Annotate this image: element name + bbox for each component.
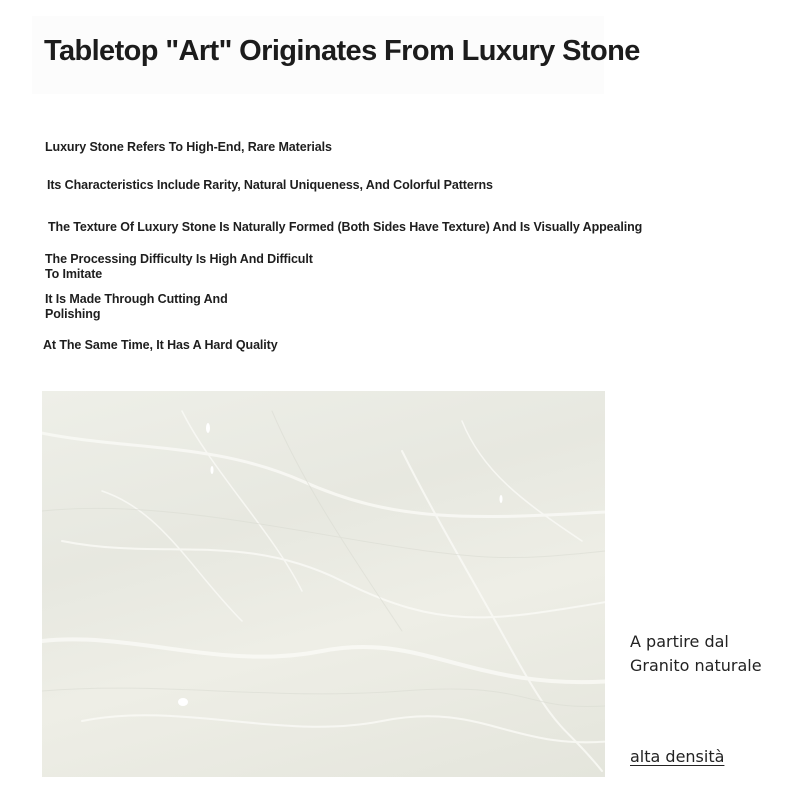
feature-characteristics: Its Characteristics Include Rarity, Natural Uniqueness, And Colorful Patterns — [47, 178, 493, 192]
feature-natural-texture: The Texture Of Luxury Stone Is Naturally Formed (Both Sides Have Texture) And Is Visually Appealing — [48, 220, 643, 234]
feature-cutting-polishing: It Is Made Through Cutting And Polishing — [45, 292, 228, 321]
high-density-link[interactable]: alta densità — [630, 747, 725, 766]
feature-hard-quality: At The Same Time, It Has A Hard Quality — [43, 338, 278, 352]
marble-veins — [42, 391, 605, 777]
page-title: Tabletop "Art" Originates From Luxury Stone — [44, 35, 640, 67]
stone-slab-image — [42, 391, 605, 777]
feature-rare-materials: Luxury Stone Refers To High-End, Rare Materials — [45, 140, 332, 154]
side-caption: A partire dal Granito naturale — [630, 632, 762, 675]
feature-processing-difficulty: The Processing Difficulty Is High And Difficult To Imitate — [45, 252, 313, 281]
